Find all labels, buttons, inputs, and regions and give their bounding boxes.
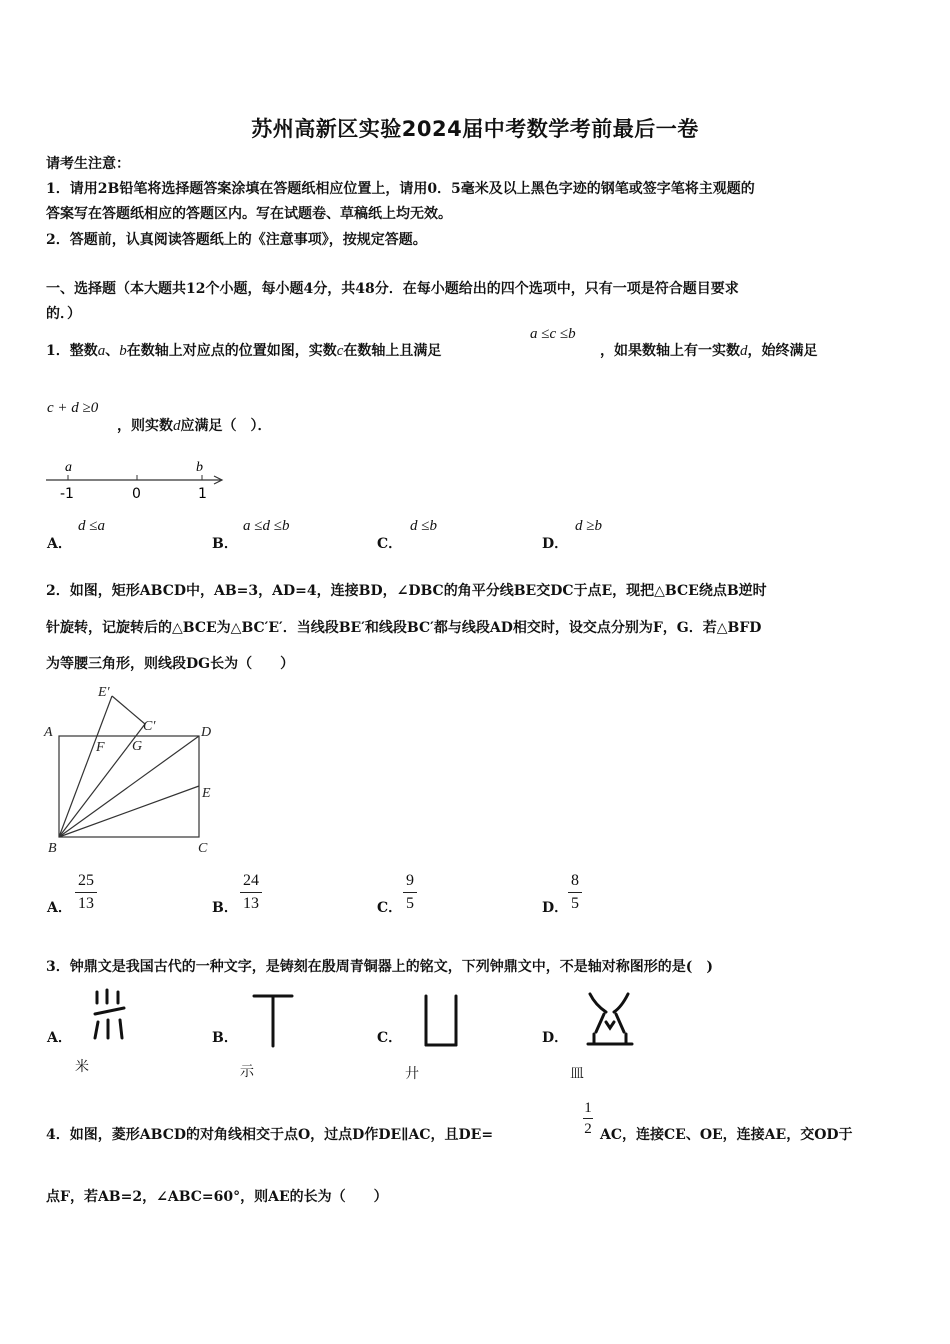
q3-option-a-glyph-image [88,988,133,1043]
notice-item1-line2: 答案写在答题纸相应的答题区内。写在试题卷、草稿纸上均无效。 [46,206,452,222]
q1-part4: ，如果数轴上有一实数 [600,343,740,359]
q2-option-a-num: 25 [78,872,94,889]
q3-option-d-glyph-image [582,990,637,1050]
segment-bd [59,736,199,837]
section-heading-line2: 的．） [46,306,81,322]
segment-e-prime-c-prime [112,696,145,724]
q1-text-line1 [46,340,441,360]
q3-option-d-label[interactable]: D． [542,1030,569,1046]
q3-text: 3．钟鼎文是我国古代的一种文字，是铸刻在殷周青铜器上的铭文，下列钟鼎文中，不是轴对称图形的是( ) [46,959,713,975]
q2-option-d-den: 5 [571,895,579,912]
q2-option-a-den: 13 [78,895,94,912]
q1-part7: 应满足（ ）． [180,418,272,434]
q2-text-line1: 2．如图，矩形ABCD中，AB=3，AD=4，连接BD，∠DBC的角平分线BE交DC于点E，现把△BCE绕点B逆时 [46,583,767,599]
section-heading-line1: 一、选择题（本大题共12个小题，每小题4分，共48分．在每小题给出的四个选项中，只有一项是符合题目要求 [46,281,739,297]
q1-var-a: a [97,343,106,359]
q2-option-b-fraction [240,870,262,915]
q1-option-d-label[interactable]: D． [542,536,569,552]
segment-be [59,786,199,837]
q1-sep: 、 [105,343,120,359]
label-e: E [202,786,211,801]
label-a: A [44,725,53,740]
q2-figure [40,680,230,855]
q2-option-d-label[interactable]: D． [542,900,569,916]
q3-option-c-label[interactable]: C． [377,1030,403,1046]
q2-option-a-label[interactable]: A． [47,900,72,916]
q2-option-b-den: 13 [243,895,259,912]
q2-option-c-fraction [403,870,417,915]
q1-condition-1: a ≤c ≤b [530,326,576,342]
q1-text-line1b [600,340,818,360]
label-g: G [132,739,143,754]
q2-option-d-fraction [568,870,582,915]
q1-part3: 在数轴上且满足 [343,343,442,359]
axis-label-a: a [65,460,72,475]
q3-option-c-glyph-image [418,990,463,1050]
notice-heading: 请考生注意： [46,156,130,172]
label-d: D [201,725,212,740]
q2-option-a-fraction [75,870,97,915]
q1-option-b-label[interactable]: B． [212,536,238,552]
q1-text-line2 [117,415,272,435]
q3-option-a-label[interactable]: A． [47,1030,72,1046]
q1-var-b: b [119,343,127,359]
label-c: C [198,841,208,855]
q3-option-b-glyph-image [248,990,298,1050]
q1-condition-2: c + d ≥0 [47,400,99,416]
q1-option-c-label[interactable]: C． [377,536,403,552]
q3-option-b-char: 示 [240,1064,254,1080]
q2-option-d-num: 8 [571,872,579,889]
q1-option-c-expr: d ≤b [410,518,437,534]
label-f: F [96,740,105,755]
q1-var-c: c [336,343,344,359]
q2-text-line2: 针旋转，记旋转后的△BCE为△BC′E′．当线段BE′和线段BC′都与线段AD相交时，设交点分别为F，G．若△BFD [46,620,762,636]
segment-be-prime [59,696,112,837]
q4-text-line1-a: 4．如图，菱形ABCD的对角线相交于点O，过点D作DE∥AC，且DE= [46,1127,494,1143]
q2-option-b-num: 24 [243,872,259,889]
q1-option-a-expr: d ≤a [78,518,105,534]
axis-tick-1: 1 [198,486,207,502]
q3-option-a-char: 米 [75,1059,89,1075]
axis-tick-0: 0 [132,486,141,502]
q2-text-line3: 为等腰三角形，则线段DG长为（ ） [46,656,295,672]
q1-var-d: d [740,343,748,359]
q1-number-line [40,455,240,505]
label-b: B [48,841,57,855]
q1-part1: 1．整数 [46,343,98,359]
q2-option-c-den: 5 [406,895,414,912]
q4-fraction [583,1098,593,1139]
q1-var-d2: d [173,418,181,434]
q3-option-b-label[interactable]: B． [212,1030,238,1046]
q4-fraction-den: 2 [584,1121,592,1137]
q1-part2: 在数轴上对应点的位置如图，实数 [126,343,337,359]
axis-label-b: b [196,460,203,475]
q1-option-a-label[interactable]: A． [47,536,72,552]
q4-fraction-num: 1 [584,1100,592,1116]
page-title: 苏州高新区实验2024届中考数学考前最后一卷 [251,117,699,141]
q2-option-b-label[interactable]: B． [212,900,238,916]
q1-option-d-expr: d ≥b [575,518,602,534]
label-c-prime: C′ [143,719,156,734]
q4-text-line2: 点F，若AB=2，∠ABC=60°，则AE的长为（ ） [46,1189,388,1205]
axis-tick-m1: -1 [60,486,74,502]
q3-option-c-char: 廾 [405,1066,419,1082]
q1-option-b-expr: a ≤d ≤b [243,518,290,534]
q2-option-c-label[interactable]: C． [377,900,403,916]
notice-item2: 2．答题前，认真阅读答题纸上的《注意事项》，按规定答题。 [46,232,427,248]
label-e-prime: E′ [98,685,110,700]
q4-text-line1-b: AC，连接CE、OE，连接AE，交OD于 [600,1127,853,1143]
q2-option-c-num: 9 [406,872,414,889]
notice-item1-line1: 1．请用2B铅笔将选择题答案涂填在答题纸相应位置上，请用0．5毫米及以上黑色字迹的钢笔或签字笔将主观题的 [46,181,755,197]
q3-option-d-char: 皿 [570,1066,584,1082]
q1-part6: ，则实数 [117,418,173,434]
q1-part5: ，始终满足 [747,343,818,359]
